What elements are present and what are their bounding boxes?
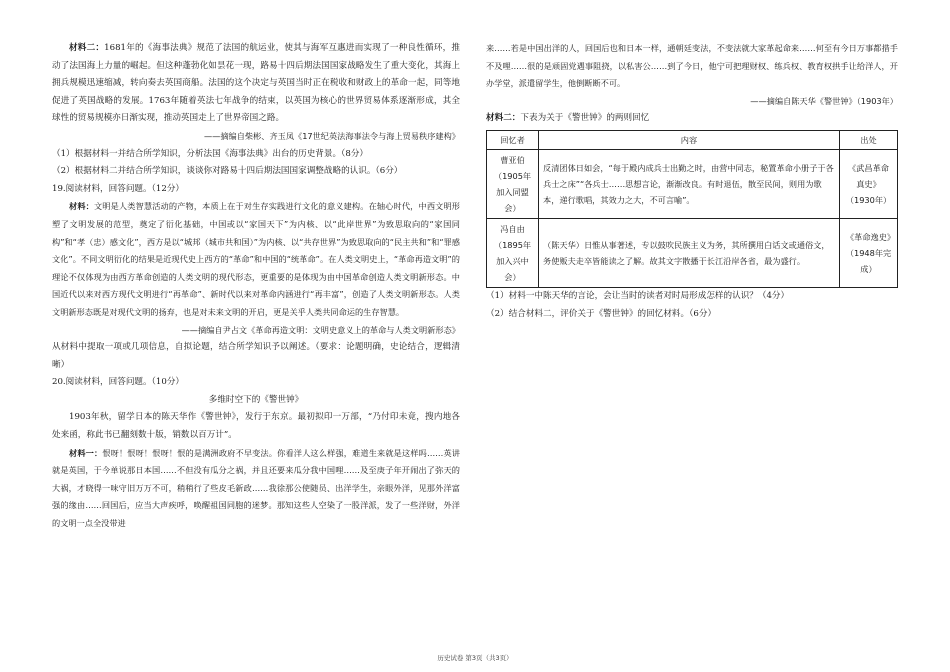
table-cell-content: 反清团体日如会，“每于殿内成兵士出勤之时，由营中同志，秘置革命小册子于各兵士之床”“各兵士……思想言论，渐渐改良。有时退伍，散至民间，则用为歌本，递行歌唱，其效力之大，不可言喻”。 [539, 149, 840, 218]
q20-material-2-intro [486, 110, 898, 128]
q20-material-2-label: 材料二： [486, 113, 521, 124]
table-cell-recaller: 曹亚伯（1905年加入同盟会） [487, 149, 539, 218]
table-header-cell: 内容 [539, 130, 840, 149]
table-cell-source: 《革命逸史》（1948年完成） [840, 218, 898, 287]
q18-part-1: （1）根据材料一并结合所学知识，分析法国《海事法典》出台的历史背景。（8分） [52, 148, 369, 159]
left-column [52, 40, 460, 533]
memoir-table [486, 130, 898, 288]
material-2-source: ——摘编自柴彬、齐玉凤《17世纪英法海事法令与海上贸易秩序建构》 [203, 130, 460, 141]
q18-part-2: （2）根据材料二并结合所学知识，谈谈你对路易十四后期法国国家调整战略的认识。（6分） [52, 166, 403, 177]
q19-material-text: 文明是人类智慧活动的产物，本质上在于对生存实践进行文化的意义建构。在轴心时代，中西文明形塑了文明发展的范型，奠定了衍化基础，中国或以“家国天下”为内核、以“此岸世界”为致思取向的“家国同构”和“孝（忠）感文化”，西方是以“城邦（城市共和国）”为内核、以“共存世界”为致思取向的“民主共和”和“罪感文化”。不同文明衍化的结果是近现代史上西方的“革命”和中国的“统革命”。在人类文明史上，“革命再造文明”的理论不仅体现为由西方革命创造的人类文明的现代形态，更重要的是体现为由中国革命创造人类文明新形态。中国近代以来对西方现代文明进行“再革命”、新时代以来对革命内涵进行“再丰富”，创造了人类文明新形态。人类文明新形态既是对现代文明的扬弃，也是对未来文明的开启，更是关乎人类共同命运的生存智慧。 [52, 201, 460, 317]
q20-material-1-paragraph [52, 445, 460, 533]
table-cell-recaller: 冯自由（1895年加入兴中会） [487, 218, 539, 287]
table-cell-content: （陈天华）日惟从事著述，专以鼓吹民族主义为务，其所撰用白话文或通俗文，务使贩夫走卒皆能读之了解。故其文字散播于长江沿岸各省，最为盛行。 [539, 218, 840, 287]
q19-material-label: 材料： [69, 201, 94, 212]
q20-heading: 20.阅读材料，回答问题。（10分） [52, 377, 185, 388]
table-cell-source: 《武昌革命真史》（1930年） [840, 149, 898, 218]
table-header-cell: 回忆者 [487, 130, 539, 149]
q19-material-source: ——摘编自尹占文《革命再造文明：文明史意义上的革命与人类文明新形态》 [181, 324, 460, 335]
q20-intro: 1903年秋，留学日本的陈天华作《警世钟》，发行于东京。最初拟印一万部，“乃付印未竟，搜内地各处来函，称此书已翻刻数十版，销数以百万计”。 [52, 412, 460, 441]
q19-instruction: 从材料中提取一项或几项信息，自拟论题，结合所学知识予以阐述。（要求：论题明确，史论结合，逻辑清晰） [52, 342, 460, 370]
right-column [486, 40, 898, 323]
table-header-row [487, 130, 898, 149]
q20-part-2: （2）结合材料二，评价关于《警世钟》的回忆材料。（6分） [486, 308, 717, 319]
q20-title: 多维时空下的《警世钟》 [208, 394, 304, 405]
q19-material-paragraph [52, 198, 460, 321]
q20-material-1-label: 材料一： [69, 447, 103, 458]
material-2-paragraph [52, 40, 460, 128]
q19-heading: 19.阅读材料，回答问题。（12分） [52, 183, 185, 194]
table-header-cell: 出处 [840, 130, 898, 149]
material-1-source: ——摘编自陈天华《警世钟》（1903年） [750, 95, 898, 106]
material-1-continuation: 来……若是中国出洋的人，回国后也和日本一样，通朝廷变法，不变法就大家革起命来……何至有今日万事都措手不及哩……很的是顽固党遇事阻挠，以私害公……到了今日，他宁可把理财权、练兵权、教育权拱手让给洋人，开办学堂，派遣留学生，他倒断断不可。 [486, 43, 898, 89]
q20-part-1: （1）材料一中陈天华的言论，会让当时的读者对时局形成怎样的认识？（4分） [486, 290, 790, 301]
q20-material-2-text: 下表为关于《警世钟》的两则回忆 [520, 113, 650, 124]
table-row [487, 149, 898, 218]
page-footer: 历史试卷 第3页（共3页） [437, 654, 513, 662]
material-2-text: 1681年的《海事法典》规范了法国的航运业，使其与海军互惠进而实现了一种良性循环，推动了法国海上力量的崛起。但这种蓬勃化如昙花一现，路易十四后期法国国家战略发生了重大变化，其海上拥兵规模迅速缩减，转向奏去英国商船。法国的这个决定与英国当时正在税收和财政上的革命一起，同等地促进了英国战略的发展。1763年随着英法七年战争的结束，以英国为核心的世界贸易体系逐渐形成，其全球性的贸易规模亦日渐实现，推动英国走上了世界帝国之路。 [52, 43, 460, 124]
material-2-label: 材料二： [69, 43, 105, 53]
table-row [487, 218, 898, 287]
q20-material-1-text: 恨呀！恨呀！恨呀！恨的是满洲政府不早变法。你看洋人这么样强，难道生来就是这样吗……英讲就是英国，于今单说那日本国……不但没有瓜分之祸，并且还要来瓜分我中国哩……及至庚子年开闹出了弥天的大祸，才晓得一味守旧万万不可，稍稍行了些皮毛新政……我徐那公使随员、出洋学生，亲眼外洋，见那外洋富强的缘由……回国后，应当大声疾呼，唤醒祖国同胞的迷梦。那知这些人空染了一股洋派，发了一些洋财，外洋的文明一点全没带进 [52, 447, 460, 529]
